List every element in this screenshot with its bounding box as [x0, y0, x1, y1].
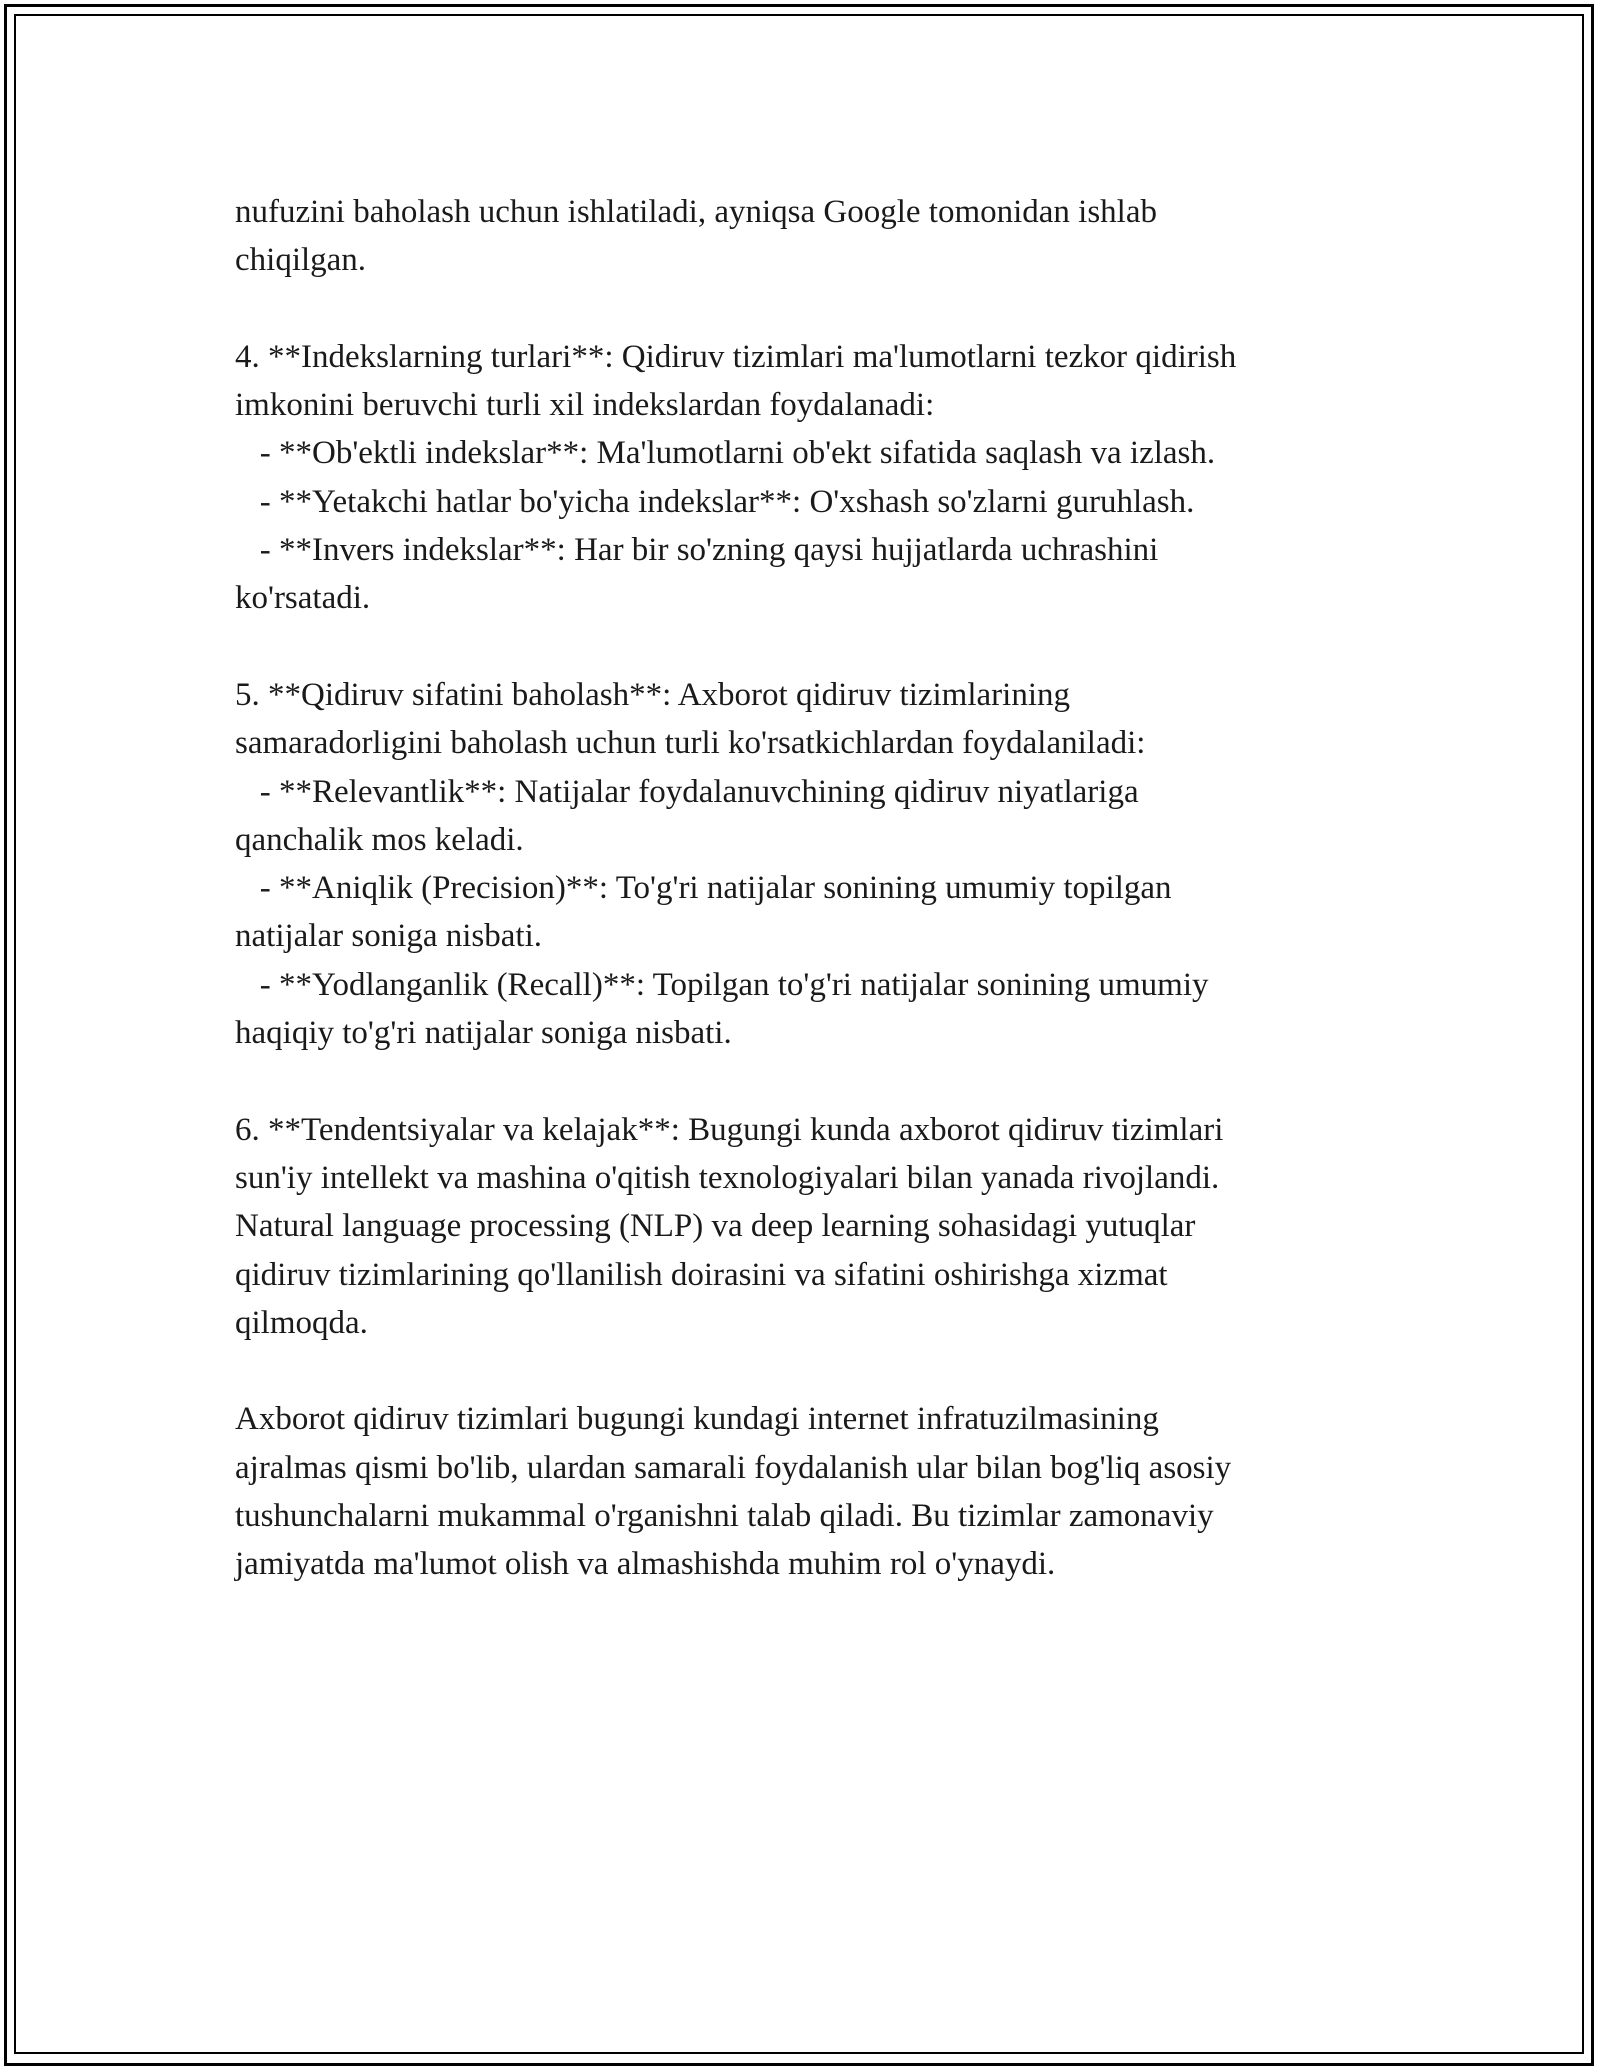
text-line: ko'rsatadi. [235, 580, 371, 617]
document-body [235, 188, 1415, 1589]
text-line: Natural language processing (NLP) va deep learning sohasidagi yutuqlar [235, 1208, 1196, 1245]
text-line: natijalar soniga nisbati. [235, 918, 543, 955]
text-line: - **Yetakchi hatlar bo'yicha indekslar**: O'xshash so'zlarni guruhlash. [235, 483, 1195, 520]
text-line: chiqilgan. [235, 242, 367, 279]
text-line: 6. **Tendentsiyalar va kelajak**: Bugungi kunda axborot qidiruv tizimlari [235, 1111, 1224, 1148]
text-line: - **Relevantlik**: Natijalar foydalanuvchining qidiruv niyatlariga [235, 773, 1139, 810]
blank-line [235, 285, 1415, 333]
text-line: - **Aniqlik (Precision)**: To'g'ri natijalar sonining umumiy topilgan [235, 870, 1172, 907]
blank-line [235, 1347, 1415, 1395]
text-line: haqiqiy to'g'ri natijalar soniga nisbati. [235, 1015, 732, 1052]
text-line: jamiyatda ma'lumot olish va almashishda muhim rol o'ynaydi. [235, 1546, 1056, 1583]
text-line: imkonini beruvchi turli xil indekslardan foydalanadi: [235, 387, 935, 424]
text-line: sun'iy intellekt va mashina o'qitish texnologiyalari bilan yanada rivojlandi. [235, 1159, 1220, 1196]
text-line: 4. **Indekslarning turlari**: Qidiruv tizimlari ma'lumotlarni tezkor qidirish [235, 338, 1237, 375]
text-line: 5. **Qidiruv sifatini baholash**: Axborot qidiruv tizimlarining [235, 676, 1070, 713]
blank-line [235, 623, 1415, 671]
text-line: samaradorligini baholash uchun turli ko'rsatkichlardan foydalaniladi: [235, 725, 1146, 762]
text-line: tushunchalarni mukammal o'rganishni talab qiladi. Bu tizimlar zamonaviy [235, 1498, 1214, 1535]
blank-line [235, 1057, 1415, 1105]
text-line: Axborot qidiruv tizimlari bugungi kundagi internet infratuzilmasining [235, 1401, 1159, 1438]
text-line: qanchalik mos keladi. [235, 821, 524, 858]
text-line: nufuzini baholash uchun ishlatiladi, ayniqsa Google tomonidan ishlab [235, 194, 1158, 230]
text-line: - **Ob'ektli indekslar**: Ma'lumotlarni ob'ekt sifatida saqlash va izlash. [235, 435, 1216, 472]
text-line: ajralmas qismi bo'lib, ulardan samarali foydalanish ular bilan bog'liq asosiy [235, 1449, 1232, 1486]
text-line: qidiruv tizimlarining qo'llanilish doirasini va sifatini oshirishga xizmat [235, 1256, 1168, 1293]
text-line: - **Invers indekslar**: Har bir so'zning qaysi hujjatlarda uchrashini [235, 532, 1159, 569]
text-line: - **Yodlanganlik (Recall)**: Topilgan to'g'ri natijalar sonining umumiy [235, 966, 1209, 1003]
text-line: qilmoqda. [235, 1304, 368, 1341]
